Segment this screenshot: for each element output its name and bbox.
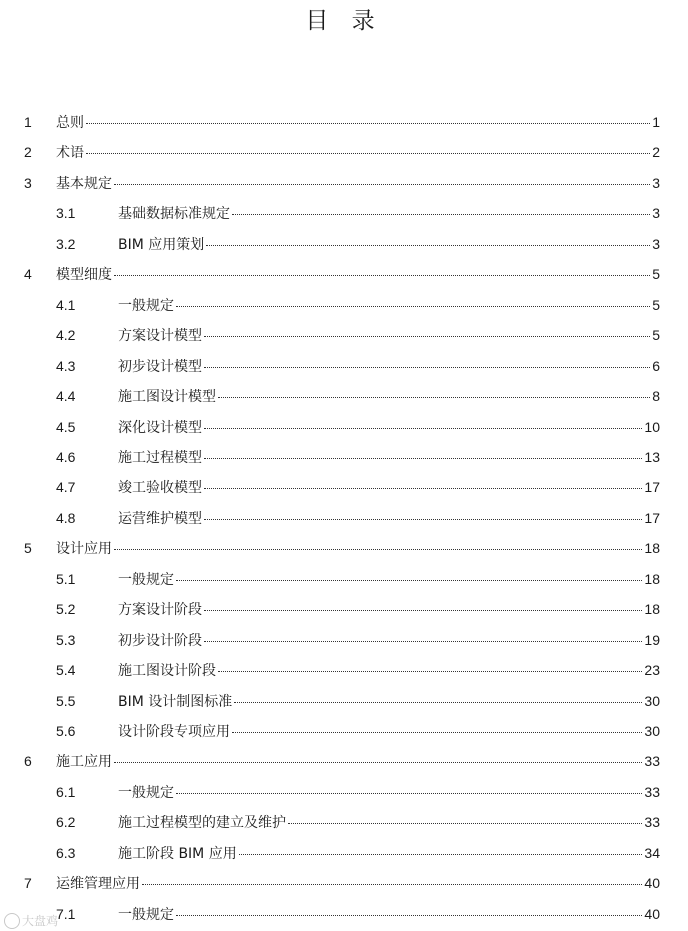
toc-entry-number: 4.1 [56,296,76,313]
toc-page-number: 5 [652,296,660,313]
toc-section-row[interactable] [0,686,688,716]
toc-entry-title: 术语 [56,145,84,162]
dot-leader [204,428,642,429]
toc-entry-title: 施工过程模型的建立及维护 [118,815,286,832]
toc-section-row[interactable] [0,625,688,655]
toc-entry-number: 4.5 [56,418,76,435]
toc-section-row[interactable] [0,320,688,350]
toc-entry-number: 6.1 [56,783,76,800]
toc-entry-line [56,168,660,199]
toc-entry-title: 方案设计阶段 [118,602,202,619]
toc-section-row[interactable] [0,198,688,228]
toc-page-number: 30 [644,723,660,739]
toc-entry-number: 4.8 [56,509,76,526]
toc-entry-line [118,899,660,930]
dot-leader [176,580,642,581]
dot-leader [114,549,642,550]
toc-chapter-row[interactable] [0,107,688,137]
toc-entry-line [56,746,660,777]
toc-entry-line [118,594,660,625]
toc-entry-number: 5.2 [56,601,76,618]
toc-section-row[interactable] [0,381,688,411]
dot-leader [239,854,643,855]
toc-section-row[interactable] [0,594,688,624]
toc-entry-line [118,564,660,595]
toc-entry-line [118,625,660,656]
dot-leader [176,915,642,916]
toc-entry-title: 一般规定 [118,906,174,923]
toc-page-number: 3 [652,235,660,252]
toc-entry-title: 基本规定 [56,175,112,192]
toc-section-row[interactable] [0,351,688,381]
dot-leader [204,610,642,611]
toc-section-row[interactable] [0,472,688,502]
toc-entry-title: 一般规定 [118,571,174,588]
toc-entry-line [56,137,660,168]
toc-entry-title: 初步设计模型 [118,358,202,375]
toc-entry-line [118,229,660,260]
toc-page-number: 13 [644,448,660,465]
toc-page-number: 40 [644,905,660,922]
toc-entry-number: 6.3 [56,844,76,861]
toc-chapter-row[interactable] [0,868,688,898]
toc-entry-line [118,351,660,382]
toc-entry-number: 5.4 [56,662,76,679]
toc-page-number: 18 [644,540,660,557]
toc-section-row[interactable] [0,564,688,594]
dot-leader [218,397,650,398]
toc-entry-number: 5.1 [56,570,76,587]
toc-entry-line [118,472,660,503]
watermark-text: 大盘鸡 [22,913,59,928]
toc-entry-number: 5 [24,540,32,557]
toc-entry-number: 3.2 [56,235,76,252]
toc-entry-number: 3.1 [56,205,76,222]
dot-leader [204,641,642,642]
toc-entry-line [118,503,660,534]
page-title: 目 录 [305,8,383,34]
toc-page-number: 5 [652,327,660,344]
toc-page-number: 3 [652,174,660,191]
toc-entry-line [56,107,660,138]
dot-leader [86,153,650,154]
toc-entry-title: BIM 应用策划 [118,236,205,253]
toc-entry-line [118,381,660,412]
watermark [4,912,58,930]
toc-entry-line [118,807,660,838]
toc-entry-title: 一般规定 [118,297,174,314]
toc-entry-title: 总则 [56,115,84,131]
toc-page-number: 5 [652,266,660,283]
toc-chapter-row[interactable] [0,259,688,289]
toc-entry-number: 5.6 [56,723,76,739]
toc-chapter-row[interactable] [0,137,688,167]
toc-entry-title: 运维管理应用 [56,876,140,893]
dot-leader [204,367,650,368]
dot-leader [218,671,642,672]
toc-section-row[interactable] [0,655,688,685]
toc-page-number: 2 [652,144,660,161]
toc-page-number: 3 [652,205,660,222]
dot-leader [176,306,650,307]
toc-page-number: 18 [644,601,660,618]
toc-entry-number: 7.1 [56,905,76,922]
toc-section-row[interactable] [0,838,688,868]
toc-entry-title: 施工应用 [56,754,112,771]
toc-entry-line [118,198,660,229]
toc-page-number: 30 [644,692,660,709]
toc-entry-line [118,320,660,351]
dot-leader [204,458,642,459]
toc-page-number: 40 [644,875,660,892]
toc-page-number: 19 [644,631,660,648]
toc-entry-line [118,655,660,686]
toc-section-row[interactable] [0,807,688,837]
dot-leader [288,823,642,824]
toc-page-number: 33 [644,783,660,800]
dot-leader [142,884,642,885]
toc-entry-number: 2 [24,144,32,161]
toc-entry-line [56,533,660,564]
toc-chapter-row[interactable] [0,168,688,198]
toc-entry-number: 6 [24,753,32,770]
dot-leader [176,793,642,794]
dot-leader [86,123,650,124]
toc-entry-line [118,716,660,747]
toc-entry-title: 运营维护模型 [118,510,202,527]
toc-entry-title: 施工阶段 BIM 应用 [118,845,237,862]
toc-entry-title: 施工图设计模型 [118,389,216,406]
toc-page-number: 17 [644,509,660,526]
toc-page-number: 17 [644,479,660,496]
toc-entry-title: 基础数据标准规定 [118,206,230,223]
toc-section-row[interactable] [0,412,688,442]
toc-entry-number: 3 [24,174,32,191]
toc-entry-title: 施工过程模型 [118,449,202,466]
dot-leader [114,762,642,763]
toc-entry-number: 1 [24,114,32,130]
toc-section-row[interactable] [0,442,688,472]
toc-entry-line [118,442,660,473]
toc-entry-line [56,868,660,899]
toc-entry-number: 4.3 [56,357,76,374]
dot-leader [114,275,650,276]
toc-entry-line [118,290,660,321]
toc-entry-title: 模型细度 [56,267,112,284]
toc-page-number: 18 [644,570,660,587]
toc-chapter-row[interactable] [0,746,688,776]
toc-section-row[interactable] [0,777,688,807]
dot-leader [204,336,650,337]
toc-entry-line [118,686,660,717]
toc-entry-title: BIM 设计制图标准 [118,693,233,710]
toc-page-number: 33 [644,753,660,770]
toc-entry-title: 一般规定 [118,784,174,801]
toc-entry-number: 4 [24,266,32,283]
dot-leader [204,488,642,489]
toc-entry-number: 4.7 [56,479,76,496]
toc-entry-number: 4.2 [56,327,76,344]
toc-entry-number: 6.2 [56,814,76,831]
toc-entry-title: 设计应用 [56,541,112,558]
dot-leader [206,245,650,246]
toc-entry-title: 施工图设计阶段 [118,663,216,680]
toc-page-number: 34 [644,844,660,861]
toc-entry-title: 深化设计模型 [118,419,202,436]
toc-chapter-row[interactable] [0,533,688,563]
toc-entry-title: 竣工验收模型 [118,480,202,497]
toc-entry-line [56,259,660,290]
dot-leader [232,214,650,215]
dot-leader [234,702,642,703]
toc-entry-number: 5.3 [56,631,76,648]
toc-page-number: 33 [644,814,660,831]
toc-entry-title: 方案设计模型 [118,328,202,345]
toc-section-row[interactable] [0,899,688,929]
toc-page-number: 23 [644,662,660,679]
toc-entry-line [118,412,660,443]
toc-entry-title: 初步设计阶段 [118,632,202,649]
toc-entry-number: 4.6 [56,448,76,465]
toc-section-row[interactable] [0,229,688,259]
toc-entry-number: 7 [24,875,32,892]
dot-leader [114,184,650,185]
toc-entry-title: 设计阶段专项应用 [118,724,230,740]
toc-entry-line [118,777,660,808]
toc-entry-number: 4.4 [56,388,76,405]
toc-section-row[interactable] [0,503,688,533]
toc-page-number: 10 [644,418,660,435]
toc-section-row[interactable] [0,290,688,320]
toc-page-number: 6 [652,357,660,374]
toc-entry-line [118,838,660,869]
toc-section-row[interactable] [0,716,688,746]
watermark-logo-icon [4,913,20,929]
dot-leader [232,732,642,733]
toc-page-number: 1 [652,114,660,130]
toc-page-number: 8 [652,388,660,405]
toc-entry-number: 5.5 [56,692,76,709]
dot-leader [204,519,642,520]
